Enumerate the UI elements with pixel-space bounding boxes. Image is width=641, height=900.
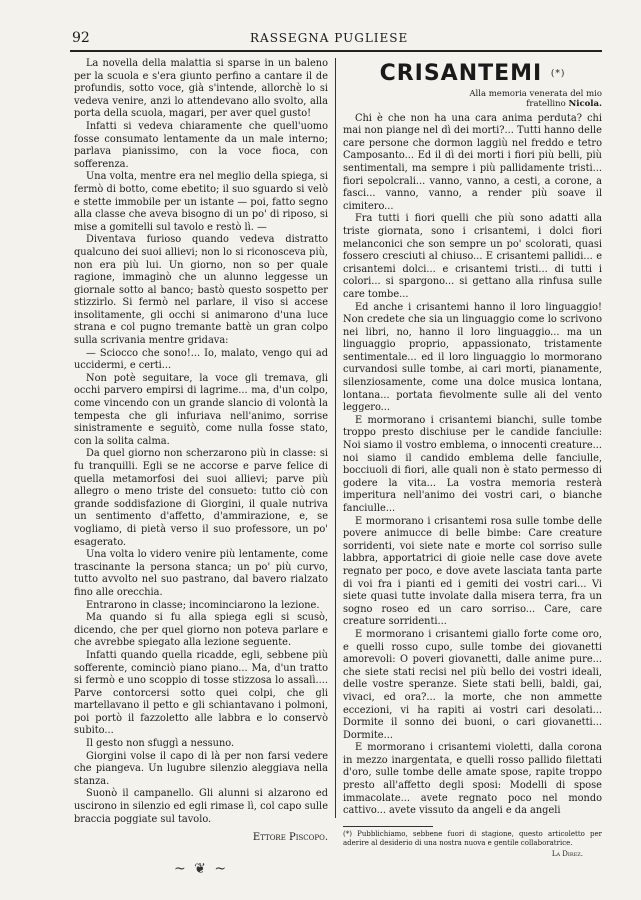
paragraph: Una volta lo videro venire più lentamente, come trascinante la persona stanca; un po' più curvo, tutto avvolto nel suo pastrano, dal bavero rialzato fino alle orecchia.	[74, 549, 328, 598]
paragraph: Giorgini volse il capo di là per non farsi vedere che piangeva. Un lugubre silenzio aleggiava nella stanza.	[74, 750, 328, 787]
paragraph: Ma quando si fu alla spiega egli si scusò, dicendo, che per quel giorno non poteva parlare e che avrebbe spiegato alla lezione seguente.	[74, 612, 328, 649]
paragraph: Da quel giorno non scherzarono più in classe: si fu tranquilli. Egli se ne accorse e parve felice di quella metamorfosi dei suoi allievi; parve più allegro o meno triste del consueto: tutto ciò con grande soddisfazione di Giorgini, il quale nutriva un sentimento d'affetto, d'ammirazione, e, se vogliamo, di pietà verso il suo professore, un po' esagerato.	[74, 448, 328, 548]
running-head: RASSEGNA PUGLIESE	[250, 31, 409, 45]
paragraph: Chi è che non ha una cara anima perduta? chi mai non piange nel dì dei morti?... Tutti hanno delle care persone che dormon laggiù nel freddo e tetro Camposanto... Ed il dì dei morti i fiori più belli, più sentimentali, ma sempre i più pallidamente tristi... fiori sepolcrali... vanno, vanno, a cesti, a corone, a fasci... vanno, vanno, a render più soave il cimitero...	[343, 112, 602, 212]
paragraph: E mormorano i crisantemi bianchi, sulle tombe troppo presto dischiuse per le candide fanciulle: Noi siamo il vostro emblema, o innocenti creature... noi siamo il candido emblema delle fanciulle, bocciuoli di fiori, alle quali non è stato permesso di godere la vita... La vostra memoria resterà imperitura nell'animo dei vostri cari, o bianche fanciulle...	[343, 414, 602, 514]
ornament-divider-icon: ~ ❦ ~	[173, 860, 229, 877]
author-signature: Ettore Piscopo.	[252, 832, 328, 844]
paragraph: E mormorano i crisantemi rosa sulle tombe delle povere animucce di belle bimbe: Care creature sorridenti, voi siete nate e morte col sorriso sulle labbra, apportatrici di gioie nelle case dove avete regnato per poco, e dove avete lasciata tanta parte di voi fra i pianti ed i gemiti dei vostri cari... Vi siete quasi tutte involate dalla misera terra, fra un sogno roseo ed un caro sorriso... Care, care creature sorridenti...	[343, 515, 602, 628]
paragraph: Entrarono in classe; incominciarono la lezione.	[86, 599, 320, 611]
paragraph: La novella della malattia si sparse in un baleno per la scuola e s'era giunto perfino a cantare il de profundis, sotto voce, già s'intende, allorchè lo si vedeva venire, anzi lo attendevano allo svolto, alla porta della scuola, magari, per aver quel gusto!	[74, 58, 328, 120]
footnote-marker: (*)	[550, 69, 566, 79]
footnote: (*) Pubblichiamo, sebbene fuori di stagione, questo articoletto per aderire al desiderio di una nostra nuova e gentile collaboratrice.	[343, 830, 602, 847]
paragraph: Infatti quando quella ricadde, egli, sebbene più sofferente, cominciò piano piano... Ma, d'un tratto si fermò e uno scoppio di tosse stizzosa lo assalì.... Parve contorcersi sotto quei colpi, che gli martellavano il petto e gli schiantavano i polmoni, poi portò il fazzoletto alle labbra e lo conservò subito...	[74, 649, 328, 737]
paragraph: E mormorano i crisantemi giallo forte come oro, e quelli rosso cupo, sulle tombe dei giovanetti amorevoli: O poveri giovanetti, dalle anime pure... che siete stati recisi nel più bello dei vostri ideali, delle vostre speranze. Siete stati belli, baldi, gai, vivaci, ed ora?... la morte, che non ammette eccezioni, vi ha rapiti ai vostri cari desolati... Dormite il sonno dei buoni, o cari giovanetti... Dormite...	[343, 628, 602, 741]
paragraph: Diventava furioso quando vedeva distratto qualcuno dei suoi allievi; non lo si riconosceva più, non era più lui. Un giorno, non so per quale ragione, immaginò che un alunno leggesse un giornale sotto al banco; bastò questo sospetto per stizzirlo. Si fermò nel parlare, il viso si accese insolitamente, gli occhi si animarono d'una luce strana e col pugno tremante battè un gran colpo sulla scrivania mentre gridava:	[74, 234, 328, 347]
column-divider	[335, 58, 336, 818]
right-column	[343, 58, 602, 818]
paragraph: E mormorano i crisantemi violetti, dalla corona in mezzo inargentata, e quelli rosso pallido filettati d'oro, sulle tombe delle amate spose, rapite troppo presto all'affetto degli sposi: Modelli di spose immacolate... avete regnato poco nel mondo cattivo... avete vissuto da angeli e da angeli	[343, 742, 602, 817]
paragraph: Infatti si vedeva chiaramente che quell'uomo fosse consumato lentamente da un male interno; parlava pianissimo, con la voce fioca, con sofferenza.	[74, 120, 328, 170]
footnote-signature: La Direz.	[551, 850, 583, 858]
left-column	[74, 58, 328, 875]
header-rule	[70, 50, 602, 52]
paragraph: Il gesto non sfuggì a nessuno.	[86, 738, 235, 750]
dedication-name: Nicola.	[568, 98, 602, 109]
dedication-line: Alla memoria venerata del mio	[469, 88, 602, 99]
paragraph: Ed anche i crisantemi hanno il loro linguaggio! Non credete che sia un linguaggio come lo scrivono nei libri, no, hanno il loro linguaggio... ma un linguaggio proprio, appassionato, tristamente sentimentale... ed il loro linguaggio lo mormorano curvandosi sulle tombe, ai cari morti, pianamente, silenziosamente, come una dolce musica lontana, lontana... portata fievolmente sulle ali del vento leggero...	[343, 301, 602, 414]
footnote-rule	[343, 826, 433, 827]
article-title-text: CRISANTEMI	[379, 61, 543, 86]
paragraph: Fra tutti i fiori quelli che più sono adatti alla triste giornata, sono i crisantemi, i dolci fiori melanconici che son sempre un po' scolorati, quasi fossero cresciuti al chiuso... E crisantemi pallidi... e crisantemi dolci... e crisantemi tristi... di tutti i colori... si spargono... si gettano alla rinfusa sulle care tombe...	[343, 213, 602, 300]
dedication-line: fratellino	[526, 98, 569, 109]
dedication	[343, 89, 602, 109]
paragraph: Una volta, mentre era nel meglio della spiega, si fermò di botto, come ebetito; il suo sguardo si velò e stette immobile per un istante — poi, fatto segno alla classe che aveva bisogno di un po' di riposo, si mise a gomitelli sul tavolo e restò lì. —	[74, 171, 328, 233]
article-title	[343, 61, 602, 86]
paragraph: Non potè seguitare, la voce gli tremava, gli occhi parvero empirsi di lagrime... ma, d'un colpo, come vincendo con un grande slancio di volontà la tempesta che gli infuriava nell'animo, sorrise sinistramente e seguitò, come nulla fosse stato, con la solita calma.	[74, 372, 328, 447]
paragraph: Suonò il campanello. Gli alunni si alzarono ed uscirono in silenzio ed egli rimase lì, col capo sulle braccia poggiate sul tavolo.	[74, 788, 328, 825]
paragraph: — Sciocco che sono!... Io, malato, vengo qui ad uccidermi, e certi...	[74, 347, 328, 372]
page-number: 92	[72, 30, 90, 46]
